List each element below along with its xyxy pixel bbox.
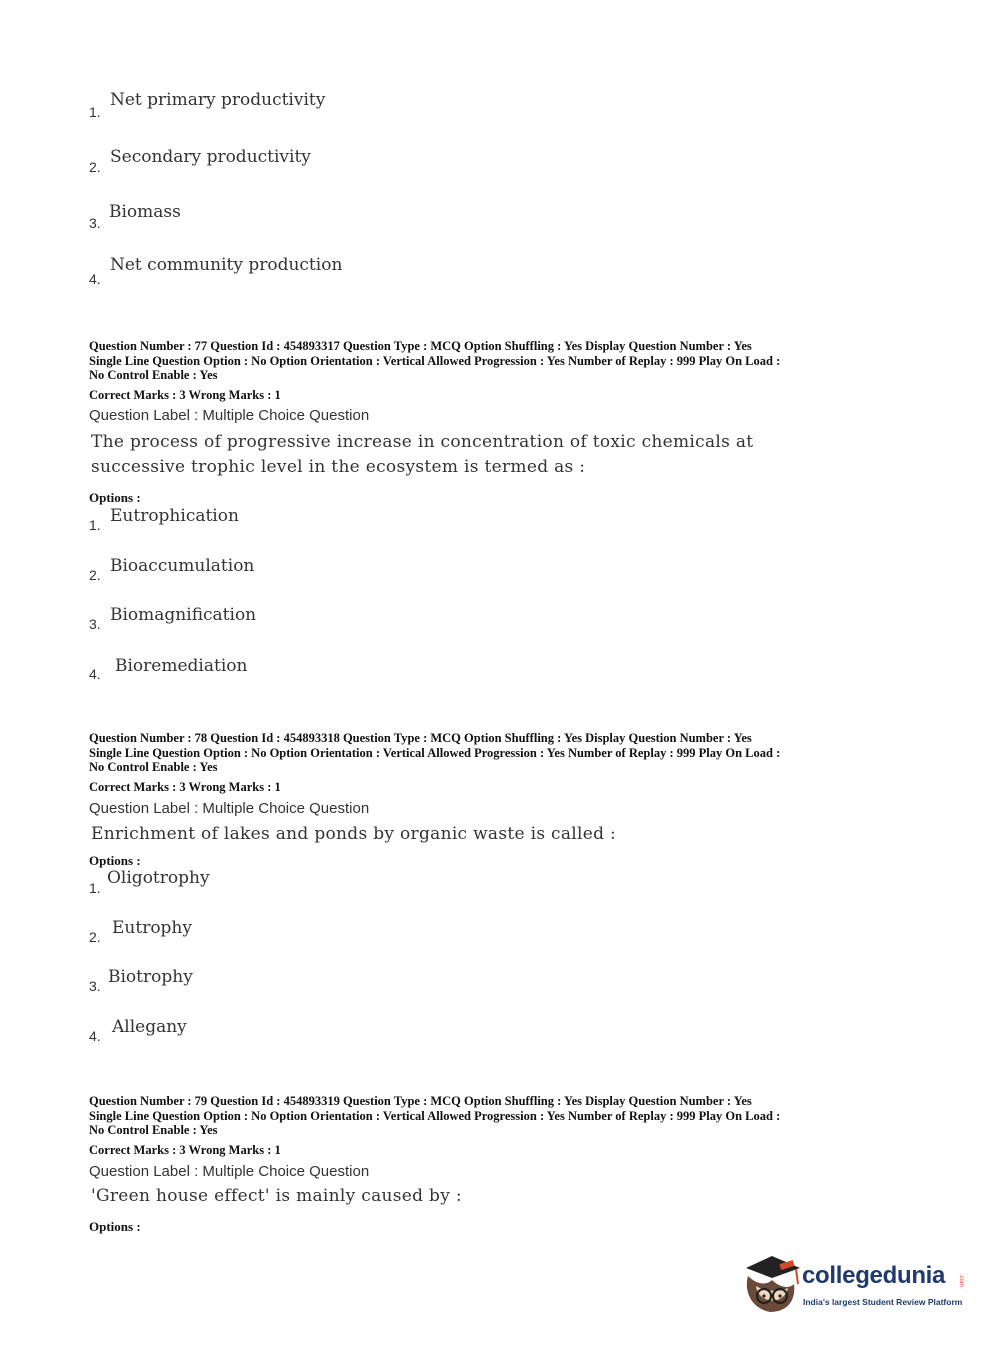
question-text: The process of progressive increase in concentration of toxic chemicals at successive trophic level in the ecosystem is termed as :	[91, 432, 754, 477]
brand-name: collegedunia	[802, 1262, 946, 1289]
meta-line-1: Question Number : 78 Question Id : 454893318 Question Type : MCQ Option Shuffling : Yes Display Question Number : Yes	[89, 731, 752, 745]
marks-info: Correct Marks : 3 Wrong Marks : 1	[89, 388, 281, 402]
option-number: 2.	[89, 159, 101, 175]
question-metadata	[89, 339, 919, 383]
question-label: Question Label : Multiple Choice Question	[89, 800, 370, 817]
brand-tagline: India's largest Student Review Platform	[803, 1297, 963, 1307]
option-text: Allegany	[112, 1017, 187, 1037]
option-text: Bioaccumulation	[110, 556, 255, 576]
option-text: Eutrophication	[110, 506, 239, 526]
question-metadata	[89, 731, 919, 775]
collegedunia-logo	[742, 1250, 972, 1320]
option-text: Secondary productivity	[110, 147, 311, 167]
question-text: Enrichment of lakes and ponds by organic waste is called :	[91, 824, 617, 844]
meta-line-3: No Control Enable : Yes	[89, 1123, 218, 1137]
meta-line-2: Single Line Question Option : No Option Orientation : Vertical Allowed Progression : Yes Number of Replay : 999 Play On Load :	[89, 745, 781, 760]
option-text: Oligotrophy	[107, 868, 210, 888]
options-label: Options :	[89, 490, 141, 505]
marks-info: Correct Marks : 3 Wrong Marks : 1	[89, 780, 281, 794]
option-text: Net primary productivity	[110, 90, 326, 110]
marks-info: Correct Marks : 3 Wrong Marks : 1	[89, 1143, 281, 1157]
meta-line-2: Single Line Question Option : No Option Orientation : Vertical Allowed Progression : Yes Number of Replay : 999 Play On Load :	[89, 353, 781, 368]
options-label: Options :	[89, 853, 141, 868]
option-number: 2.	[89, 929, 101, 945]
option-text: Eutrophy	[112, 918, 192, 938]
option-number: 3.	[89, 616, 101, 632]
meta-line-3: No Control Enable : Yes	[89, 760, 218, 774]
option-text: Biotrophy	[108, 967, 193, 987]
mascot-icon	[742, 1250, 804, 1316]
question-label: Question Label : Multiple Choice Question	[89, 1163, 370, 1180]
option-number: 3.	[89, 215, 101, 231]
option-number: 1.	[89, 517, 101, 533]
option-number: 1.	[89, 880, 101, 896]
question-text: 'Green house effect' is mainly caused by :	[91, 1186, 462, 1206]
question-metadata	[89, 1094, 919, 1138]
meta-line-1: Question Number : 79 Question Id : 454893319 Question Type : MCQ Option Shuffling : Yes Display Question Number : Yes	[89, 1094, 752, 1108]
meta-line-1: Question Number : 77 Question Id : 454893317 Question Type : MCQ Option Shuffling : Yes Display Question Number : Yes	[89, 339, 752, 353]
option-number: 4.	[89, 666, 101, 682]
meta-line-3: No Control Enable : Yes	[89, 368, 218, 382]
option-number: 3.	[89, 978, 101, 994]
brand-domain: .com	[958, 1274, 964, 1288]
options-label: Options :	[89, 1219, 141, 1234]
option-number: 1.	[89, 104, 101, 120]
question-label: Question Label : Multiple Choice Question	[89, 407, 370, 424]
option-text: Net community production	[110, 255, 343, 275]
option-number: 2.	[89, 567, 101, 583]
option-text: Biomass	[109, 202, 181, 222]
option-number: 4.	[89, 1028, 101, 1044]
meta-line-2: Single Line Question Option : No Option Orientation : Vertical Allowed Progression : Yes Number of Replay : 999 Play On Load :	[89, 1108, 781, 1123]
option-number: 4.	[89, 271, 101, 287]
option-text: Biomagnification	[110, 605, 257, 625]
option-text: Bioremediation	[115, 656, 248, 676]
